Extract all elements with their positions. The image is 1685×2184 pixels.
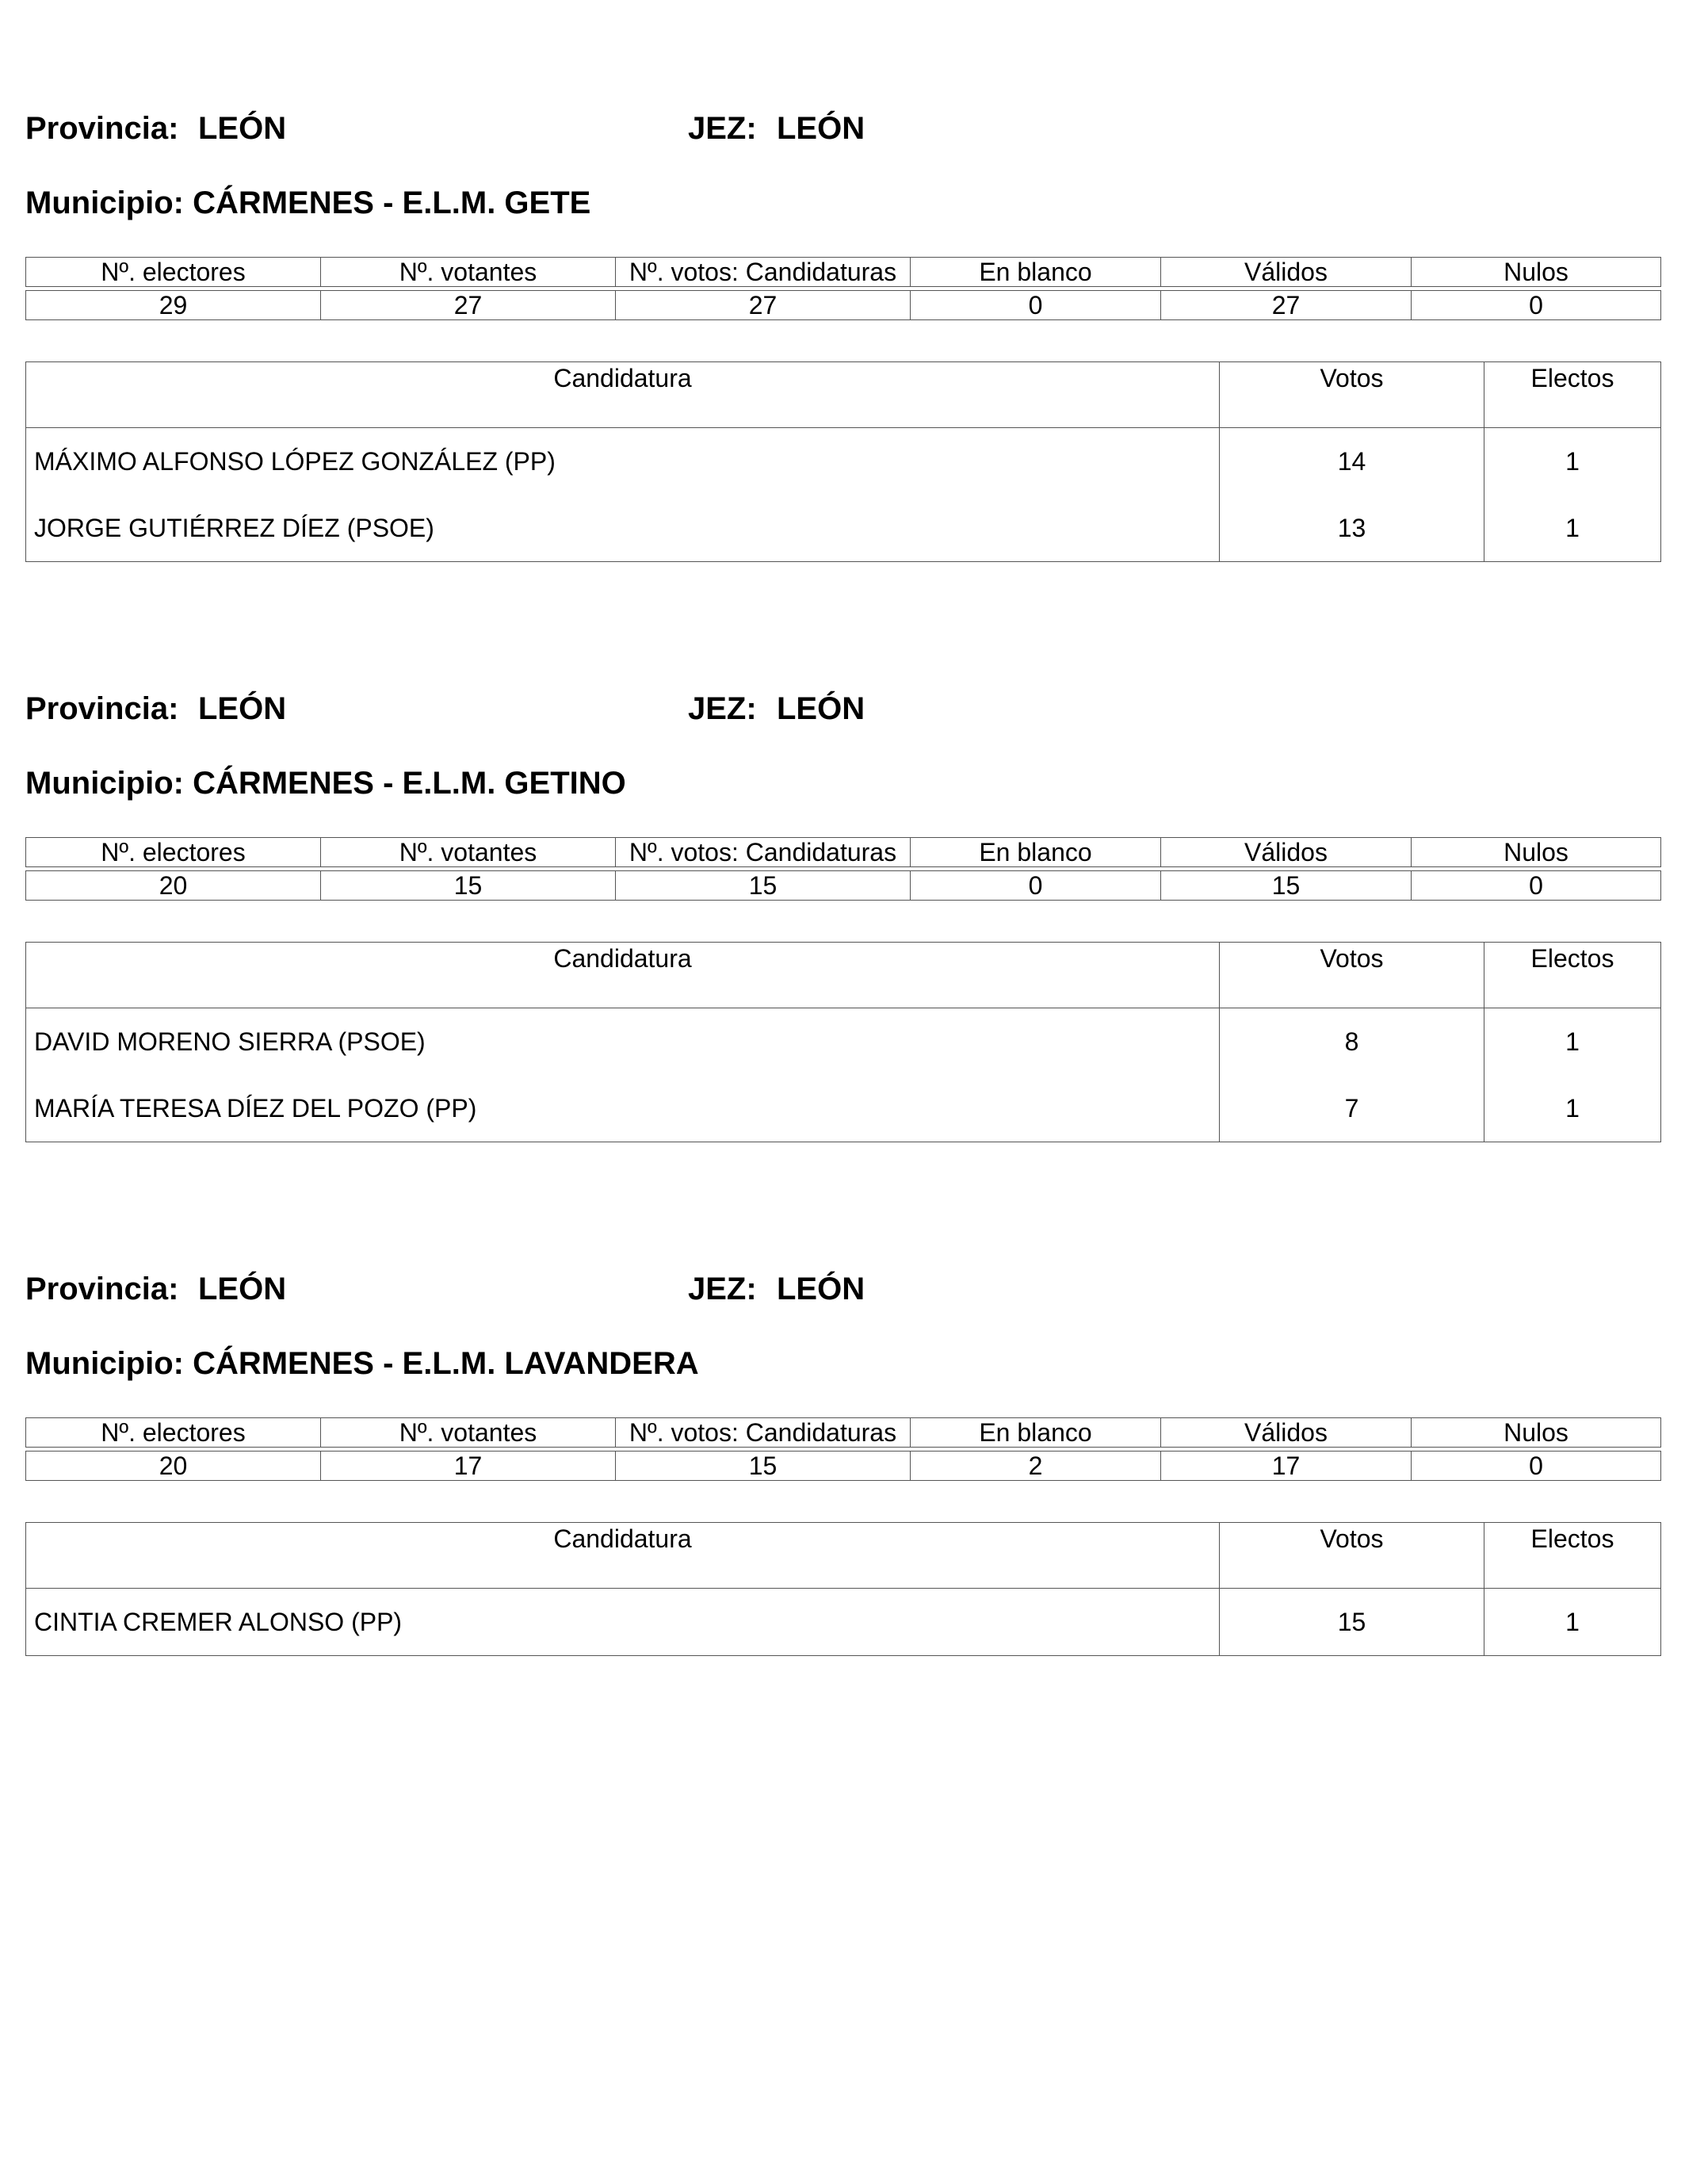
stats-header-electores: Nº. electores xyxy=(26,1418,321,1448)
municipio-section-lavandera xyxy=(25,1272,1660,1636)
candidate-name: MÁXIMO ALFONSO LÓPEZ GONZÁLEZ (PP) xyxy=(26,428,1220,495)
stats-value-votos-candidaturas: 15 xyxy=(616,1452,911,1481)
stats-value-nulos: 0 xyxy=(1412,1452,1661,1481)
section-header xyxy=(25,1272,1660,1319)
candidate-votos: 15 xyxy=(1220,1589,1484,1656)
stats-header-en-blanco: En blanco xyxy=(911,838,1161,867)
stats-value-votantes: 15 xyxy=(321,871,616,901)
candidate-votos: 14 xyxy=(1220,428,1484,495)
municipio-section-getino xyxy=(25,691,1660,1123)
stats-header-nulos: Nulos xyxy=(1412,838,1661,867)
stats-value-validos: 27 xyxy=(1161,291,1412,320)
header-candidatura: Candidatura xyxy=(26,1523,1220,1589)
provincia-label: Provincia: xyxy=(25,1272,179,1306)
stats-header-validos: Válidos xyxy=(1161,838,1412,867)
header-votos: Votos xyxy=(1220,362,1484,428)
stats-header-row xyxy=(26,258,1661,287)
stats-value-validos: 15 xyxy=(1161,871,1412,901)
candidate-name: DAVID MORENO SIERRA (PSOE) xyxy=(26,1008,1220,1076)
jez-label: JEZ: xyxy=(688,691,757,726)
header-electos: Electos xyxy=(1484,362,1661,428)
stats-header-votantes: Nº. votantes xyxy=(321,838,616,867)
candidate-electos: 1 xyxy=(1484,1008,1661,1076)
stats-table xyxy=(25,837,1661,901)
stats-value-row xyxy=(26,1452,1661,1481)
header-votos: Votos xyxy=(1220,1523,1484,1589)
stats-value-en-blanco: 2 xyxy=(911,1452,1161,1481)
stats-value-votos-candidaturas: 15 xyxy=(616,871,911,901)
stats-value-votantes: 27 xyxy=(321,291,616,320)
stats-value-votantes: 17 xyxy=(321,1452,616,1481)
provincia-value: LEÓN xyxy=(198,1272,287,1306)
candidatura-header-row xyxy=(26,943,1661,1008)
stats-header-row xyxy=(26,838,1661,867)
municipio-section-gete xyxy=(25,111,1660,542)
candidatura-header-row xyxy=(26,362,1661,428)
candidate-name: MARÍA TERESA DÍEZ DEL POZO (PP) xyxy=(26,1075,1220,1142)
candidate-row xyxy=(26,1008,1661,1076)
stats-value-en-blanco: 0 xyxy=(911,871,1161,901)
stats-header-votantes: Nº. votantes xyxy=(321,258,616,287)
stats-table xyxy=(25,1417,1661,1481)
stats-value-electores: 20 xyxy=(26,871,321,901)
candidate-electos: 1 xyxy=(1484,495,1661,562)
candidate-name: CINTIA CREMER ALONSO (PP) xyxy=(26,1589,1220,1656)
stats-header-votos-candidaturas: Nº. votos: Candidaturas xyxy=(616,1418,911,1448)
stats-value-row xyxy=(26,871,1661,901)
stats-header-votos-candidaturas: Nº. votos: Candidaturas xyxy=(616,258,911,287)
stats-value-nulos: 0 xyxy=(1412,291,1661,320)
section-header xyxy=(25,111,1660,159)
candidatura-table xyxy=(25,361,1661,562)
stats-value-electores: 20 xyxy=(26,1452,321,1481)
stats-header-votos-candidaturas: Nº. votos: Candidaturas xyxy=(616,838,911,867)
stats-header-row xyxy=(26,1418,1661,1448)
provincia-value: LEÓN xyxy=(198,691,287,726)
stats-value-electores: 29 xyxy=(26,291,321,320)
jez-value: LEÓN xyxy=(777,691,865,726)
jez-value: LEÓN xyxy=(777,1272,865,1306)
provincia-value: LEÓN xyxy=(198,111,287,146)
candidate-name: JORGE GUTIÉRREZ DÍEZ (PSOE) xyxy=(26,495,1220,562)
jez-label: JEZ: xyxy=(688,1272,757,1306)
candidate-row xyxy=(26,428,1661,495)
candidate-row xyxy=(26,1589,1661,1656)
provincia-label: Provincia: xyxy=(25,111,179,146)
municipio-title: Municipio: CÁRMENES - E.L.M. GETE xyxy=(25,186,591,220)
candidate-votos: 13 xyxy=(1220,495,1484,562)
candidate-electos: 1 xyxy=(1484,1075,1661,1142)
stats-value-row xyxy=(26,291,1661,320)
header-candidatura: Candidatura xyxy=(26,943,1220,1008)
header-electos: Electos xyxy=(1484,1523,1661,1589)
header-candidatura: Candidatura xyxy=(26,362,1220,428)
stats-value-votos-candidaturas: 27 xyxy=(616,291,911,320)
stats-table xyxy=(25,257,1661,320)
provincia-label: Provincia: xyxy=(25,691,179,726)
candidate-votos: 8 xyxy=(1220,1008,1484,1076)
stats-header-electores: Nº. electores xyxy=(26,258,321,287)
stats-header-electores: Nº. electores xyxy=(26,838,321,867)
stats-header-en-blanco: En blanco xyxy=(911,1418,1161,1448)
candidate-electos: 1 xyxy=(1484,428,1661,495)
stats-header-validos: Válidos xyxy=(1161,258,1412,287)
stats-value-en-blanco: 0 xyxy=(911,291,1161,320)
stats-header-nulos: Nulos xyxy=(1412,258,1661,287)
municipio-title: Municipio: CÁRMENES - E.L.M. LAVANDERA xyxy=(25,1346,699,1381)
candidatura-table xyxy=(25,942,1661,1142)
candidatura-table xyxy=(25,1522,1661,1656)
jez-label: JEZ: xyxy=(688,111,757,146)
stats-header-en-blanco: En blanco xyxy=(911,258,1161,287)
candidate-row xyxy=(26,1075,1661,1142)
header-votos: Votos xyxy=(1220,943,1484,1008)
candidate-electos: 1 xyxy=(1484,1589,1661,1656)
stats-header-validos: Válidos xyxy=(1161,1418,1412,1448)
section-header xyxy=(25,691,1660,739)
stats-header-votantes: Nº. votantes xyxy=(321,1418,616,1448)
stats-value-validos: 17 xyxy=(1161,1452,1412,1481)
candidate-votos: 7 xyxy=(1220,1075,1484,1142)
stats-header-nulos: Nulos xyxy=(1412,1418,1661,1448)
candidatura-header-row xyxy=(26,1523,1661,1589)
stats-value-nulos: 0 xyxy=(1412,871,1661,901)
candidate-row xyxy=(26,495,1661,562)
municipio-title: Municipio: CÁRMENES - E.L.M. GETINO xyxy=(25,766,626,801)
jez-value: LEÓN xyxy=(777,111,865,146)
header-electos: Electos xyxy=(1484,943,1661,1008)
